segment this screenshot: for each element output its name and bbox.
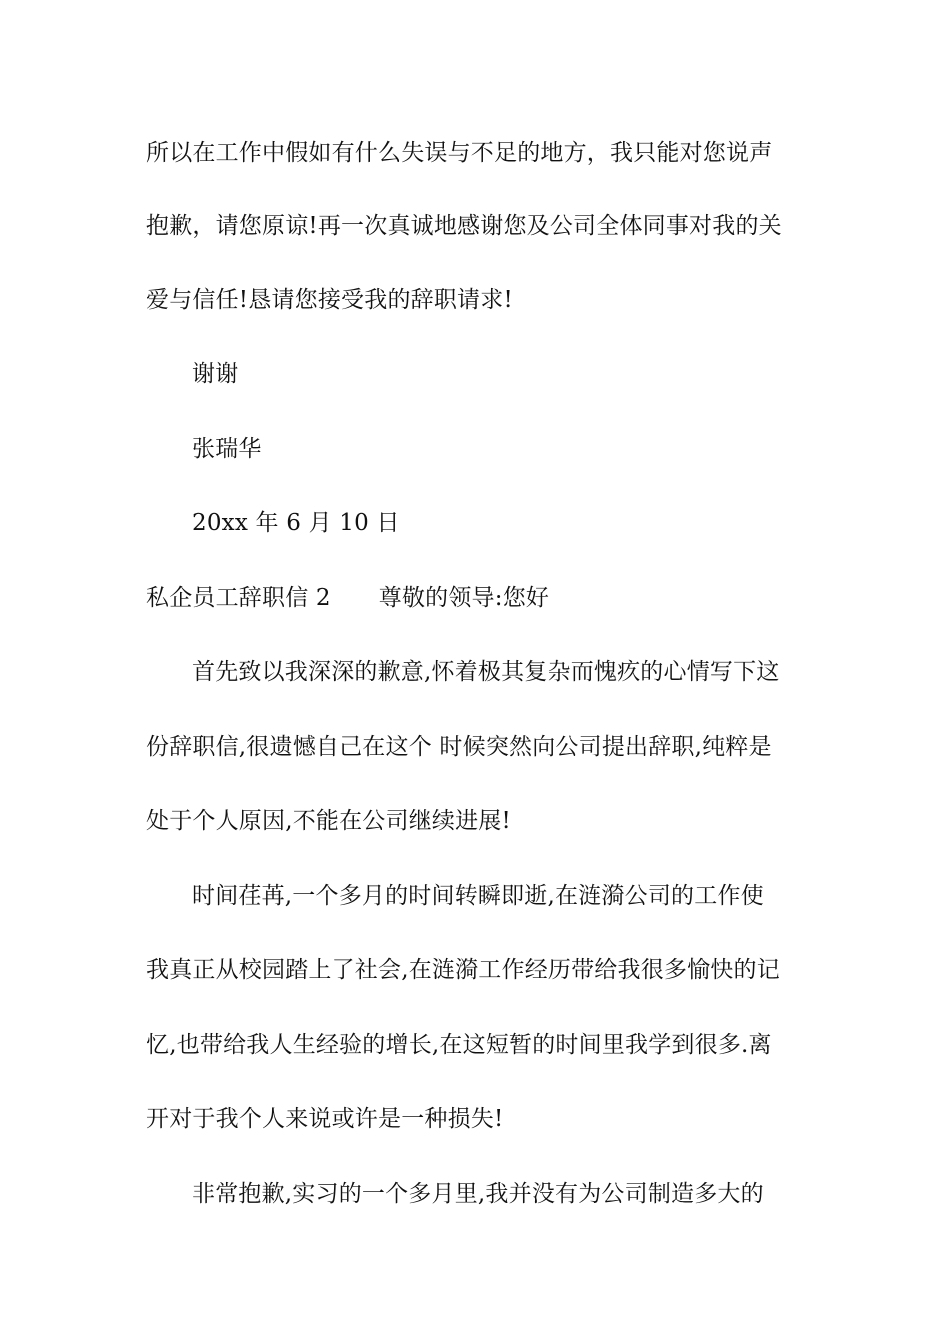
paragraph-1-line-3: 爱与信任!恳请您接受我的辞职请求! <box>146 287 513 313</box>
paragraph-4-line-1: 非常抱歉,实习的一个多月里,我并没有为公司制造多大的 <box>192 1181 764 1207</box>
closing-thanks: 谢谢 <box>192 361 239 387</box>
paragraph-3-line-1: 时间荏苒,一个多月的时间转瞬即逝,在涟漪公司的工作使 <box>192 883 764 909</box>
paragraph-3-line-2: 我真正从校园踏上了社会,在涟漪工作经历带给我很多愉快的记 <box>146 957 780 983</box>
section-heading <box>146 583 549 613</box>
paragraph-2-line-2: 份辞职信,很遗憾自己在这个 时候突然向公司提出辞职,纯粹是 <box>146 734 772 760</box>
paragraph-3-line-4: 开对于我个人来说或许是一种损失! <box>146 1106 504 1132</box>
paragraph-2-line-1: 首先致以我深深的歉意,怀着极其复杂而愧疚的心情写下这 <box>192 659 780 685</box>
paragraph-3-line-3: 忆,也带给我人生经验的增长,在这短暂的时间里我学到很多.离 <box>146 1032 772 1058</box>
signature-name: 张瑞华 <box>192 436 262 462</box>
paragraph-1-line-2: 抱歉，请您原谅!再一次真诚地感谢您及公司全体同事对我的关 <box>146 213 782 239</box>
paragraph-2-line-3: 处于个人原因,不能在公司继续进展! <box>146 808 511 834</box>
section-title: 私企员工辞职信 2 <box>146 585 331 611</box>
section-salutation: 尊敬的领导:您好 <box>378 585 550 611</box>
letter-date: 20xx 年 6 月 10 日 <box>192 510 400 536</box>
paragraph-1-line-1: 所以在工作中假如有什么失误与不足的地方，我只能对您说声 <box>146 140 773 166</box>
